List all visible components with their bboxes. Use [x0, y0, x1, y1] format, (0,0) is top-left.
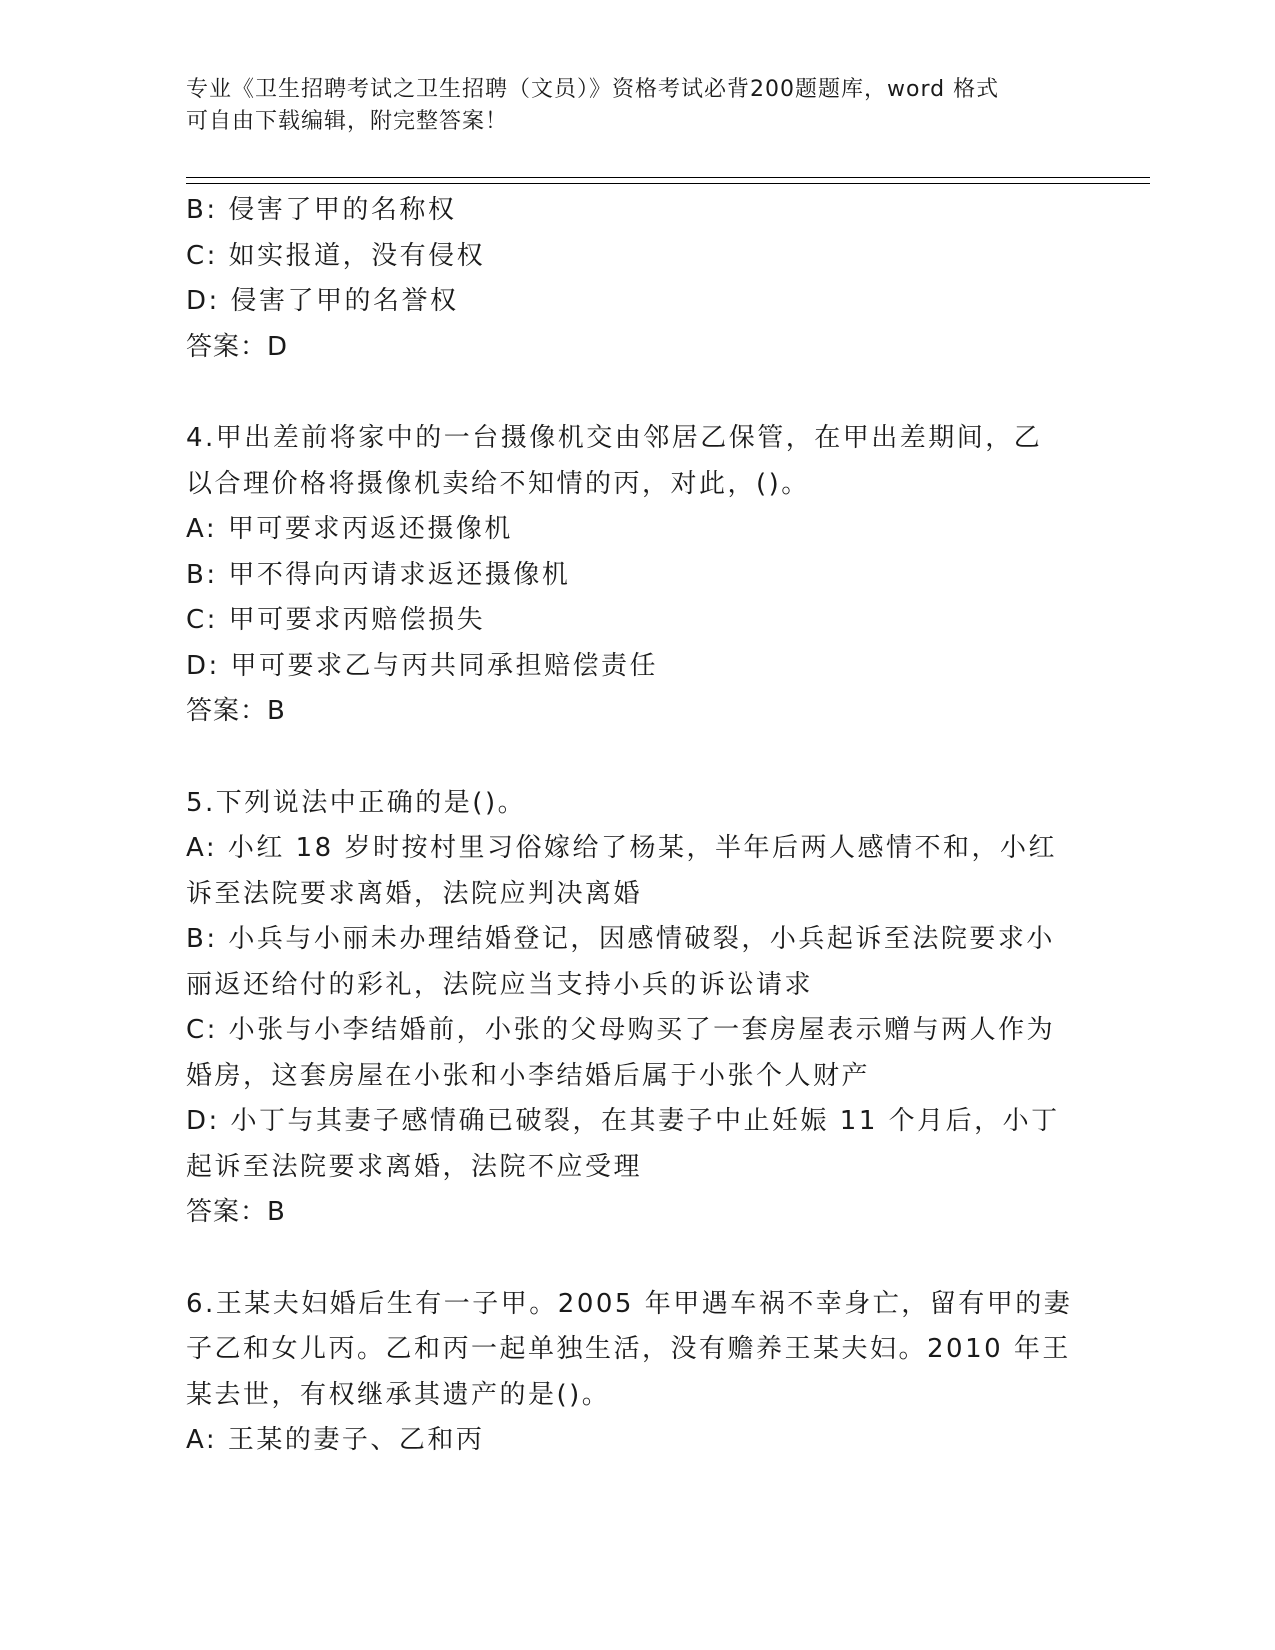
spacer: [186, 370, 1066, 416]
option-d: D: 甲可要求乙与丙共同承担赔偿责任: [186, 650, 659, 681]
option-c: C: 如实报道，没有侵权: [186, 240, 486, 271]
answer-line: [186, 325, 1066, 371]
option-d-continued: 起诉至法院要求离婚，法院不应受理: [186, 1151, 643, 1182]
question-stem: 4.甲出差前将家中的一台摄像机交由邻居乙保管，在甲出差期间，乙: [186, 423, 1043, 453]
option-b: B: 甲不得向丙请求返还摄像机: [186, 559, 571, 590]
spacer: [186, 735, 1066, 781]
option-a: A: 小红 18 岁时按村里习俗嫁给了杨某，半年后两人感情不和，小红: [186, 833, 1057, 863]
header-line: 可自由下载编辑，附完整答案！: [186, 109, 509, 134]
option-d: D: 小丁与其妻子感情确已破裂，在其妻子中止妊娠 11 个月后，小丁: [186, 1106, 1060, 1136]
question-5: [186, 781, 1066, 1236]
question-stem: 6.王某夫妇婚后生有一子甲。2005 年甲遇车祸不幸身亡，留有甲的妻: [186, 1288, 1073, 1319]
document-header: [186, 74, 1066, 138]
option-b: B: 侵害了甲的名称权: [186, 195, 457, 225]
question-stem: 子乙和女儿丙。乙和丙一起单独生活，没有赡养王某夫妇。2010 年王: [186, 1334, 1071, 1364]
option-b: B: 小兵与小丽未办理结婚登记，因感情破裂，小兵起诉至法院要求小: [186, 924, 1055, 954]
spacer: [186, 1236, 1066, 1282]
answer-label: 答案：: [186, 696, 268, 726]
question-stem: 某去世，有权继承其遗产的是()。: [186, 1379, 611, 1410]
header-divider: [186, 177, 1150, 184]
option-a: A: 甲可要求丙返还摄像机: [186, 514, 513, 544]
answer-label: 答案：: [186, 331, 268, 362]
option-c: C: 小张与小李结婚前，小张的父母购买了一套房屋表示赠与两人作为: [186, 1015, 1056, 1045]
answer-value: B: [267, 696, 286, 726]
option-a: A: 王某的妻子、乙和丙: [186, 1425, 485, 1455]
option-c-continued: 婚房，这套房屋在小张和小李结婚后属于小张个人财产: [186, 1060, 871, 1091]
answer-value: B: [267, 1197, 286, 1227]
answer-label: 答案：: [186, 1197, 268, 1227]
option-c: C: 甲可要求丙赔偿损失: [186, 605, 486, 635]
option-a-continued: 诉至法院要求离婚，法院应判决离婚: [186, 878, 643, 909]
question-3: [186, 188, 1066, 370]
option-d: D: 侵害了甲的名誉权: [186, 286, 459, 316]
answer-value: D: [267, 331, 289, 362]
question-list: [186, 188, 1073, 1464]
question-4: [186, 416, 1066, 735]
question-6: [186, 1282, 1073, 1464]
header-line: 专业《卫生招聘考试之卫生招聘（文员）》资格考试必背200题题库，word 格式: [186, 77, 1000, 102]
answer-line: [186, 1190, 1066, 1236]
option-b-continued: 丽返还给付的彩礼，法院应当支持小兵的诉讼请求: [186, 969, 814, 1000]
question-stem: 5.下列说法中正确的是()。: [186, 787, 527, 818]
question-stem: 以合理价格将摄像机卖给不知情的丙，对此，()。: [186, 468, 810, 499]
answer-line: [186, 689, 1066, 735]
